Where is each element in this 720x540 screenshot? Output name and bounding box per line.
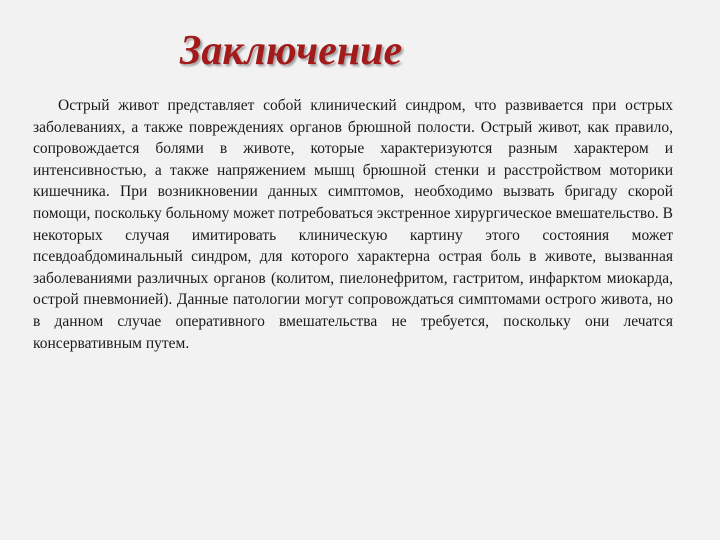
- slide-title: Заключение: [180, 28, 403, 74]
- slide-body-text: Острый живот представляет собой клинический синдром, что развивается при острых заболеваниях, а также повреждениях органов брюшной полости. Острый живот, как правило, сопровождается болями в животе, которые характеризуются разным характером и интенсивностью, а также напряжением мышц брюшной стенки и расстройством моторики кишечника. При возникновении данных симптомов, необходимо вызвать бригаду скорой помощи, поскольку больному может потребоваться экстренное хирургическое вмешательство. В некоторых случая имитировать клиническую картину этого состояния может псевдоабдоминальный синдром, для которого характерна острая боль в животе, вызванная заболеваниями различных органов (колитом, пиелонефритом, гастритом, инфарктом миокарда, острой пневмонией). Данные патологии могут сопровождаться симптомами острого живота, но в данном случае оперативного вмешательства не требуется, поскольку они лечатся консервативным путем.: [33, 97, 673, 352]
